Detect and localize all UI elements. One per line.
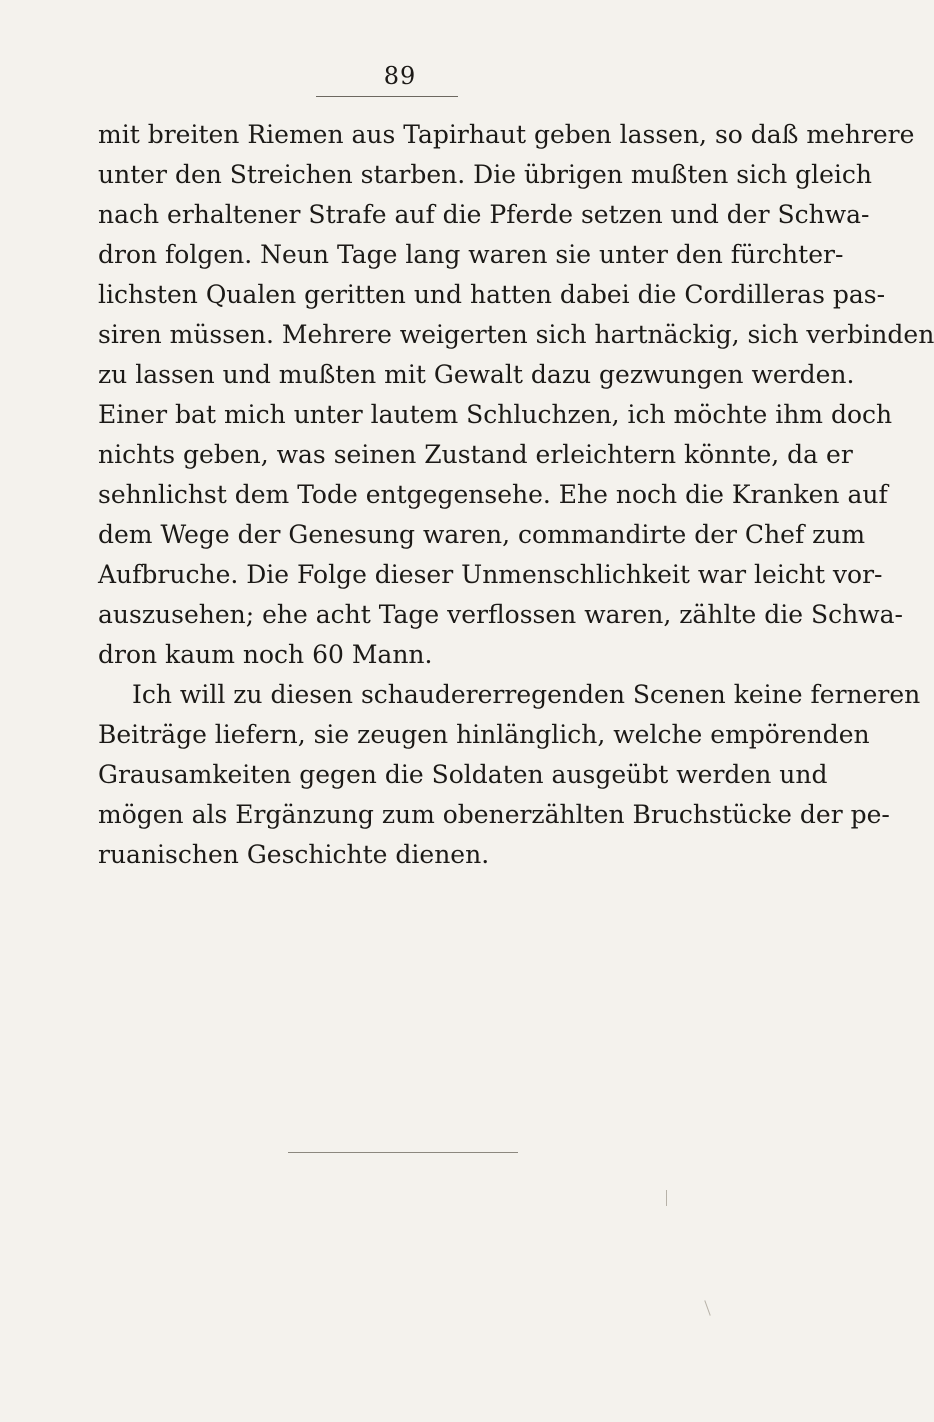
text-line: dron folgen. Neun Tage lang waren sie unter den fürchter- — [98, 240, 844, 269]
text-line: lichsten Qualen geritten und hatten dabei die Cordilleras pas- — [98, 280, 886, 309]
text-line: sehnlichst dem Tode entgegensehe. Ehe noch die Kranken auf — [98, 480, 888, 509]
text-line: dem Wege der Genesung waren, commandirte der Chef zum — [98, 520, 866, 549]
stray-mark — [666, 1190, 667, 1206]
text-line-paragraph-end: ruanischen Geschichte dienen. — [98, 840, 490, 869]
footer-rule — [288, 1152, 518, 1153]
text-line: Einer bat mich unter lautem Schluchzen, ich möchte ihm doch — [98, 400, 893, 429]
text-line: nichts geben, was seinen Zustand erleichtern könnte, da er — [98, 440, 853, 469]
text-line: mögen als Ergänzung zum obenerzählten Bruchstücke der pe- — [98, 800, 890, 829]
stray-mark — [704, 1300, 710, 1315]
text-line-paragraph-end: dron kaum noch 60 Mann. — [98, 640, 433, 669]
text-line: Aufbruche. Die Folge dieser Unmenschlichkeit war leicht vor- — [98, 560, 883, 589]
page-number: 89 — [383, 62, 417, 90]
text-line: nach erhaltener Strafe auf die Pferde setzen und der Schwa- — [98, 200, 870, 229]
text-line: mit breiten Riemen aus Tapirhaut geben lassen, so daß mehrere — [98, 120, 915, 149]
text-line: Grausamkeiten gegen die Soldaten ausgeübt werden und — [98, 760, 828, 789]
text-line: unter den Streichen starben. Die übrigen mußten sich gleich — [98, 160, 873, 189]
text-line-paragraph-start: Ich will zu diesen schaudererregenden Scenen keine ferneren — [132, 680, 921, 709]
header-rule — [316, 96, 458, 97]
text-line: Beiträge liefern, sie zeugen hinlänglich, welche empörenden — [98, 720, 870, 749]
text-line: zu lassen und mußten mit Gewalt dazu gezwungen werden. — [98, 360, 855, 389]
text-line: siren müssen. Mehrere weigerten sich hartnäckig, sich verbinden — [98, 320, 934, 349]
body-text — [98, 115, 934, 875]
text-line: auszusehen; ehe acht Tage verflossen waren, zählte die Schwa- — [98, 600, 903, 629]
